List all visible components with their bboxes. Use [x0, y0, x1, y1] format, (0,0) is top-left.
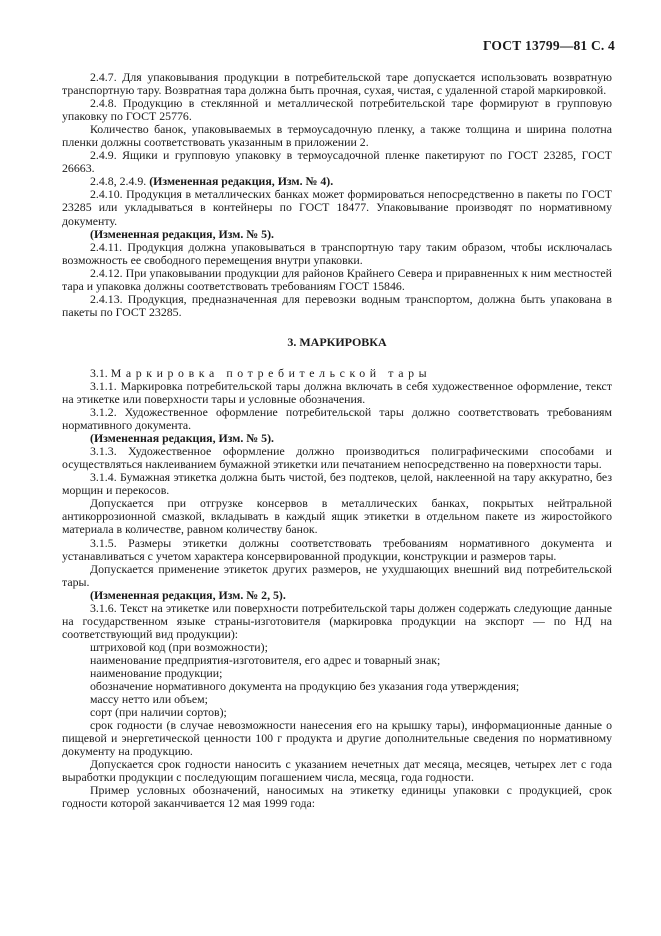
paragraph: обозначение нормативного документа на продукцию без указания года утверждения;	[90, 679, 520, 694]
paragraph: 3.1.2. Художественное оформление потребительской тары должно соответствовать требованиям нормативного документа.	[62, 405, 612, 433]
paragraph: 3.1.5. Размеры этикетки должны соответствовать требованиям нормативного документа и устанавливаться с учетом характера консервированной продукции, конструкции и размеров тары.	[62, 535, 612, 563]
paragraph: 2.4.13. Продукция, предназначенная для перевозки водным транспортом, должна быть упакована в пакеты по ГОСТ 23285.	[62, 291, 612, 319]
document-body	[62, 71, 612, 810]
spaced-title: Маркировка потребительской тары	[110, 365, 432, 380]
clause-ref: 2.4.8, 2.4.9.	[90, 174, 150, 189]
paragraph: 3.1.3. Художественное оформление должно производиться полиграфическими способами и осуществляться наклеиванием бумажной этикетки или печатанием непосредственно на поверхности тары.	[62, 444, 612, 472]
section-heading: 3. МАРКИРОВКА	[287, 334, 387, 349]
paragraph: 2.4.7. Для упаковывания продукции в потребительской таре допускается использовать возвратную транспортную тару. Возвратная тара должна быть прочная, сухая, чистая, с удаленной старой маркировкой.	[62, 70, 612, 98]
paragraph: штриховой код (при возможности);	[90, 639, 268, 654]
paragraph: Количество банок, упаковываемых в термоусадочную пленку, а также толщина и ширина полотна пленки должны соответствовать указанным в приложении 2.	[62, 122, 612, 150]
amendment-note: (Измененная редакция, Изм. № 4).	[149, 174, 334, 189]
paragraph: 2.4.11. Продукция должна упаковываться в транспортную тару таким образом, чтобы исключалась возможность ее свободного перемещения внутри упаковки.	[62, 239, 612, 267]
paragraph: наименование предприятия-изготовителя, его адрес и товарный знак;	[90, 652, 441, 667]
amendment-note: (Измененная редакция, Изм. № 5).	[90, 226, 274, 241]
clause-number: 3.1.	[90, 365, 111, 380]
paragraph: 3.1.1. Маркировка потребительской тары должна включать в себя художественное оформление, текст на этикетке или поверхности тары и условные обозначения.	[62, 378, 612, 406]
subsection-title	[62, 367, 612, 380]
paragraph: массу нетто или объем;	[90, 692, 208, 707]
paragraph: Пример условных обозначений, наносимых на этикетку единицы упаковки с продукцией, срок годности которой заканчивается 12 мая 1999 года:	[62, 783, 612, 811]
paragraph: 2.4.8. Продукцию в стеклянной и металлической потребительской таре формируют в групповую упаковку по ГОСТ 25776.	[62, 96, 612, 124]
paragraph: 2.4.12. При упаковывании продукции для районов Крайнего Севера и приравненных к ним местностей тара и упаковка должны соответствовать требованиям ГОСТ 15846.	[62, 265, 612, 293]
paragraph: наименование продукции;	[90, 665, 223, 680]
paragraph: 2.4.9. Ящики и групповую упаковку в термоусадочной пленке пакетируют по ГОСТ 23285, ГОСТ 26663.	[62, 148, 612, 176]
paragraph: Допускается при отгрузке консервов в металлических банках, покрытых нейтральной антикоррозионной смазкой, вкладывать в каждый ящик этикетки в отдельном пакете из жиростойкого материала в количестве, равном количеству банок.	[62, 496, 612, 537]
paragraph: Допускается применение этикеток других размеров, не ухудшающих внешний вид потребительской тары.	[62, 561, 612, 589]
paragraph: срок годности (в случае невозможности нанесения его на крышку тары), информационные данные о пищевой и энергетической ценности 100 г продукта и другие дополнительные сведения по нормативному документу на продукцию.	[62, 718, 612, 759]
amendment-note: (Измененная редакция, Изм. № 5).	[90, 431, 274, 446]
amendment-note: (Измененная редакция, Изм. № 2, 5).	[90, 587, 286, 602]
paragraph: 3.1.6. Текст на этикетке или поверхности потребительской тары должен содержать следующие данные на государственном языке страны-изготовителя (маркировка продукции на экспорт — по НД на соответствующий вид продукции):	[62, 600, 612, 641]
paragraph: 2.4.10. Продукция в металлических банках может формироваться непосредственно в пакеты по ГОСТ 23285 или укладываться в контейнеры по ГОСТ 18477. Упаковывание производят по нормативному документу.	[62, 187, 612, 228]
page-header: ГОСТ 13799—81 С. 4	[482, 38, 615, 53]
paragraph: 3.1.4. Бумажная этикетка должна быть чистой, без подтеков, целой, наклеенной на тару аккуратно, без морщин и перекосов.	[62, 470, 612, 498]
paragraph: Допускается срок годности наносить с указанием нечетных дат месяца, месяцев, четырех лет с года выработки продукции с последующим погашением числа, месяца, года годности.	[62, 757, 612, 785]
paragraph: сорт (при наличии сортов);	[90, 705, 227, 720]
